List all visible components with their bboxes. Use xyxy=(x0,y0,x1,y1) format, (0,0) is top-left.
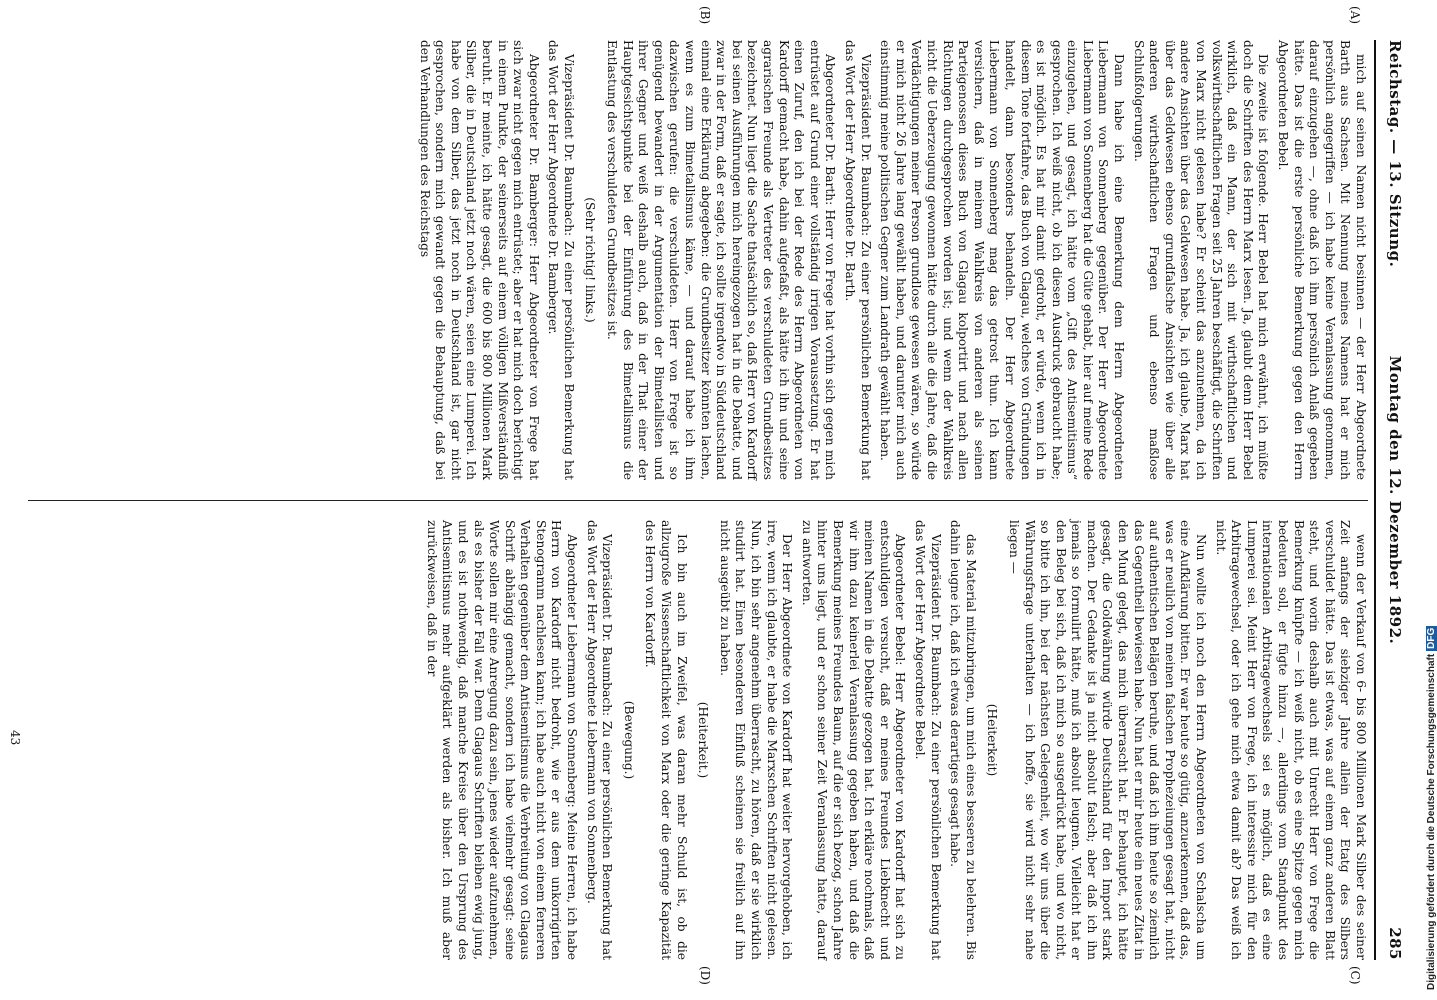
header-rule xyxy=(1374,40,1376,960)
dfg-logo: DFG xyxy=(1426,627,1437,649)
paragraph: das Material mitzubringen, um mich eines besseren zu belehren. Bis dahin leugne ich, daß ich etwas derartiges gesagt habe. xyxy=(948,520,978,960)
interjection: (Bewegung.) xyxy=(621,700,636,780)
interjection: (Heiterkeit) xyxy=(985,703,1000,777)
paragraph: Vizepräsident Dr. Baumbach: Zu einer persönlichen Bemerkung hat das Wort der Herr Abgeordnete Dr. Bamberger. xyxy=(546,40,576,480)
paragraph: Nun wollte ich noch den Herrn Abgeordneten von Schalscha um eine Aufklärung bitten. Er war heute so gütig, anzuerkennen, daß das, was er neulich von meinen falschen Prophezeiungen gesagt hat, nicht auf authentischen Belägen beruhe, und daß ich ihm heute so ziemlich das Gegentheil bewiesen habe. Nun hat er mir heute ein neues Zitat in den Mund gelegt, das mich überrascht hat. Er behauptet, ich hätte gesagt, die Goldwährung würde Deutschland für den Import stark machen. Der Gedanke ist ja nicht absolut falsch; aber daß ich ihn jemals so formulirt hätte, muß ich absolut leugnen. Vielleicht hat er den Beleg bei sich, daß ich mich so ausgedrückt habe, und wo nicht, so bitte ich ihn, bei der nächsten Gelegenheit, wo wir uns über die Währungsfrage unterhalten — ich hoffe, sie wird nicht sehr nahe liegen — xyxy=(1006,520,1209,960)
dfg-text: Digitalisierung gefördert durch die Deutsche Forschungsgemeinschaft xyxy=(1426,653,1437,990)
column-right xyxy=(419,520,1368,960)
signature-number: 43 xyxy=(8,730,22,746)
column-left xyxy=(412,40,1368,480)
page-number: 285 xyxy=(1386,927,1404,960)
margin-mark-a: (A) xyxy=(1348,6,1362,25)
dfg-credit xyxy=(1408,0,1437,1000)
margin-mark-b: (B) xyxy=(698,6,712,25)
paragraph: Ich bin auch im Zweifel, was daran mehr Schuld ist, ob die allzugroße Wissenschaftlichkeit von Marx oder die geringe Kapazität des Herrn von Kardorff. xyxy=(643,520,689,960)
column-divider xyxy=(28,500,1368,501)
paragraph: wenn der Verkauf von 6- bis 800 Millionen Mark Silber des seiner Zeit anfangs der siebziger Jahre allein der Etatg des Silbers verschuldet hätte. Das ist etwas, was auf einem ganz anderen Blatt steht, und worin deshalb auch mit Unrecht Herr von Frege die Bemerkung knüpfte — ich weiß nicht, ob es eine Spitze gegen mich bedeuten soll, er fügte hinzu —, allerdings vom Standpunkt des internationalen Arbitragewechsels sei es möglich, daß es eine Lumperei sei. Meint Herr von Frege, ich interessire mich für den Arbitragewechsel, oder ich gehe mich etwa damit ab? Das weiß ich nicht. xyxy=(1213,520,1368,960)
paragraph: mich auf seinen Namen nicht besinnen — der Herr Abgeordnete Barth aus Sachsen. Mit Nennung meines Namens hat er mich persönlich angegriffen — ich habe keine Veranlassung genommen, darauf einzugehen —, ohne daß ich ihm persönlich Anlaß gegeben hätte. Das ist die erste persönliche Bemerkung gegen den Herrn Abgeordneten Bebel. xyxy=(1276,40,1368,480)
paragraph: Vizepräsident Dr. Baumbach: Zu einer persönlichen Bemerkung hat das Wort der Herr Abgeordnete Liebermann von Sonnenberg. xyxy=(584,520,615,960)
paragraph: Der Herr Abgeordnete von Kardorff hat weiter hervorgehoben, ich irre, wenn ich glaubte, er habe die Marxschen Schriften nicht gelesen. Nun, ich bin sehr angenehm überrascht, zu hören, daß er sie wirklich studirt hat. Einen besonderen Einfluß scheinen sie freilich auf ihn nicht ausgeübt zu haben. xyxy=(717,520,795,960)
interjection: (Sehr richtig! links.) xyxy=(583,197,598,323)
header-date: Montag den 12. Dezember 1892. xyxy=(1386,355,1404,645)
margin-mark-d: (D) xyxy=(698,966,712,985)
paragraph: Vizepräsident Dr. Baumbach: Zu einer persönlichen Bemerkung hat das Wort der Herr Abgeordnete Bebel. xyxy=(912,520,943,960)
paragraph: Abgeordneter Bebel: Herr Abgeordneter von Kardorff hat sich zu entschuldigen versucht, daß er meines Freundes Liebknecht und meinen Namen in die Debatte gezogen hat. Ich erkläre nochmals, daß wir ihm dazu keinerlei Veranlassung gegeben haben, und daß die Bemerkung meines Freundes Baum, auf die er sich bezog, schon Jahre hinter uns liegt, und er schon seiner Zeit Veranlassung hatte, darauf zu antworten. xyxy=(799,520,908,960)
header-left: Reichstag. — 13. Sitzung. xyxy=(1386,40,1404,268)
interjection: (Heiterkeit.) xyxy=(696,701,711,779)
paragraph: Die zweite ist folgende. Herr Bebel hat mich erwähnt, ich müßte doch die Schriften des Herrn Marx lesen. Ja, glaubt denn Herr Bebel wirklich, daß ein Mann, der sich mit wirthschaftlichen und volkswirthschaftlichen Fragen seit 25 Jahren beschäftigt, die Schriften von Marx nicht gelesen habe? Er scheint das anzunehmen, da ich andere Ansichten über das Geldwesen habe. Ja, ich glaube, Marx hat über das Geldwesen ebenso grundfalsche Ansichten wie über alle anderen wirthschaftlichen Fragen und ebenso maßlose Schlußfolgerungen. xyxy=(1131,40,1271,480)
page-header xyxy=(1382,40,1404,960)
paragraph: Dann habe ich eine Bemerkung dem Herrn Abgeordneten Liebermann von Sonnenberg gegenüber. Der Herr Abgeordnete Liebermann von Sonnenberg hat die Güte gehabt, hier auf meine Rede einzugehen, und gesagt, ich hätte vom „Gift des Antisemitismus“ gesprochen. Ich weiß nicht, ob ich diesen Ausdruck gebraucht habe; es ist möglich. Es hat mir damit gedroht, er würde, wenn ich in diesem Tone fortfahre, das Buch von Glagau, welches von Gründungen handelt, dann besonders behandeln. Der Herr Abgeordnete Liebermann von Sonnenberg mag das getrost thun. Ich kann versichern, daß in meinem Wahlkreis von anderen als seinen Parteigenossen dieses Buch von Glagau kolportirt und nach allen Richtungen durchgesprochen worden ist; und wenn der Wahlkreis nicht die Ueberzeugung gewonnen hätte durch alle die Jahre, daß die Verdächtigungen meiner Person grundlose gewesen wären, so würde er mich nicht 26 Jahre lang gewählt haben, und darunter mich auch einstimmig meine politischen Gegner zum Landrath gewählt haben. xyxy=(878,40,1127,480)
paragraph: Abgeordneter Liebermann von Sonnenberg: Meine Herren, ich habe Herrn von Kardorff nicht bedroht, wie er aus dem unkorrigirten Stenogramm nachlesen kann; ich habe auch nicht von einem ferneren Verhalten gegenüber dem Antisemitismus die Verbreitung von Glagaus Schrift abhängig gemacht, sondern ich habe vielmehr gesagt: seine Worte sollen mir eine Anregung dazu sein, jenes wieder aufzunehmen, als es bisher der Fall war. Denn Glagaus Schriften bleiben ewig jung, und es ist nothwendig, daß manche Kreise über den Ursprung des Antisemitismus mehr aufgeklärt werden als bisher. Ich muß aber zurückweisen, daß in der xyxy=(424,520,580,960)
paragraph: Vizepräsident Dr. Baumbach: Zu einer persönlichen Bemerkung hat das Wort der Herr Abgeordnete Dr. Barth. xyxy=(843,40,873,480)
margin-mark-c: (C) xyxy=(1348,966,1362,985)
paragraph: Abgeordneter Dr. Barth: Herr von Frege hat vorhin sich gegen mich entrüstet auf Grund einer vollständig irrigen Voraussetzung. Er hat einen Zuruf, den ich bei der Rede des Herrn Abgeordneten von Kardorff gemacht habe, dahin aufgefaßt, als hätte ich ihn und seine agrarischen Freunde als Vertreter des verschuldeten Grundbesitzes bezeichnet. Nun liegt die Sache thatsächlich so, daß Herr von Kardorff bei seinen Ausführungen mich hereingezogen hat in die Debatte, und zwar in der Form, daß er sagte, ich sollte irgendwo in Süddeutschland einmal eine Erklärung abgegeben: die Grundbesitzer könnten lachen, wenn es zum Bimetallismus käme, — und darauf habe ich ihm dazwischen gerufen: die verschuldeten. Herr von Frege ist so genügend bewandert in der Argumentation der Bimetallisten und ihrer Gegner und weiß deshalb auch, daß in der That einer der Hauptgesichtspunkte bei der Einführung des Bimetallismus die Entlastung des verschuldeten Grundbesitzes ist. xyxy=(605,40,838,480)
paragraph: Abgeordneter Dr. Bamberger: Herr Abgeordneter von Frege hat sich zwar nicht gegen mich entrüstet; aber er hat mich doch berichtigt in einem Punkte, der seinerseits auf einem völligen Mißverständniß beruht. Er meinte, ich hätte gesagt, die 600 bis 800 Millionen Mark Silber, die in Deutschland jetzt noch wären, seien eine Lumperei. Ich habe von dem Silber, das jetzt noch in Deutschland ist, gar nicht gesprochen, sondern mich gewandt gegen die Behauptung, daß bei den Verhandlungen des Reichstags xyxy=(417,40,541,480)
